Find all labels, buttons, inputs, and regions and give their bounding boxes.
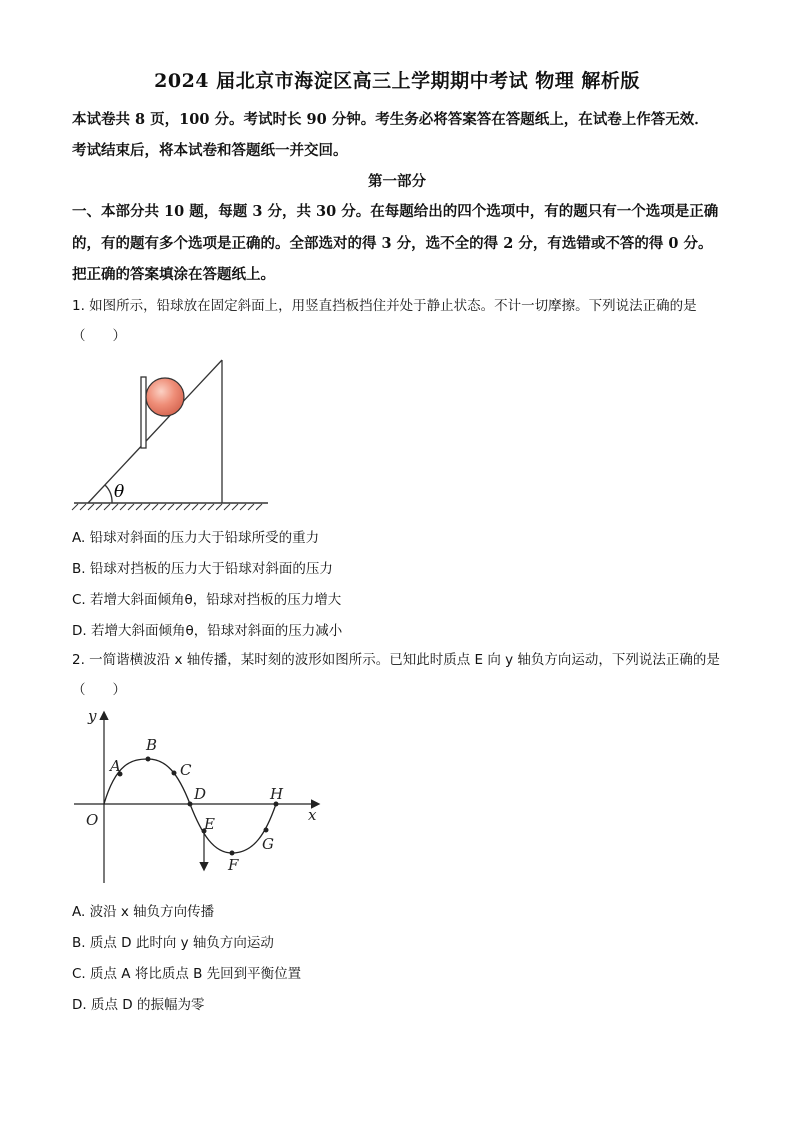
question-1-stem: 1. 如图所示，铅球放在固定斜面上，用竖直挡板挡住并处于静止状态。不计一切摩擦。下列说法正确的是（ ） [72,298,697,344]
x-axis-label: x [308,806,317,824]
question-1-option-b: B. 铅球对挡板的压力大于铅球对斜面的压力 [72,561,333,577]
question-1-option-c: C. 若增大斜面倾角θ，铅球对挡板的压力增大 [72,592,342,608]
point-g [264,828,269,833]
point-h-label: H [270,785,284,803]
question-1-option-d: D. 若增大斜面倾角θ，铅球对斜面的压力减小 [72,623,343,639]
lead-ball [146,378,184,416]
point-b [146,757,151,762]
point-f-label: F [228,856,239,874]
question-2-option-d: D. 质点 D 的振幅为零 [72,997,205,1013]
question-2-option-b: B. 质点 D 此时向 y 轴负方向运动 [72,935,274,951]
vertical-baffle [141,377,146,448]
angle-theta-label: θ [114,482,125,502]
point-b-label: B [146,736,158,754]
wave-figure [70,703,330,885]
incline-figure [70,352,270,517]
point-c [172,771,177,776]
point-c-label: C [180,761,192,779]
wave-points [118,757,279,856]
y-axis-label: y [88,707,97,725]
question-1-option-a: A. 铅球对斜面的压力大于铅球所受的重力 [72,530,320,546]
question-2-stem: 2. 一简谐横波沿 x 轴传播，某时刻的波形如图所示。已知此时质点 E 向 y 轴负方向运动，下列说法正确的是（ ） [72,652,720,698]
part-heading: 第一部分 [368,173,426,190]
question-2-option-c: C. 质点 A 将比质点 B 先回到平衡位置 [72,966,302,982]
point-a-label: A [110,757,121,775]
point-e-label: E [204,815,215,833]
origin-label: O [86,811,99,829]
point-d [188,802,193,807]
point-g-label: G [262,835,274,853]
exam-instructions: 本试卷共 8 页，100 分。考试时长 90 分钟。考生务必将答案答在答题纸上，在试卷上作答无效．考试结束后，将本试卷和答题纸一并交回。 [72,111,709,159]
point-d-label: D [194,785,207,803]
section-instructions: 一、本部分共 10 题，每题 3 分，共 30 分。在每题给出的四个选项中，有的题只有一个选项是正确的，有的题有多个选项是正确的。全部选对的得 3 分，选不全的得 2 分，有选错或不答的得 0 分。把正确的答案填涂在答题纸上。 [72,203,719,283]
page-title: 2024 届北京市海淀区高三上学期期中考试 物理 解析版 [154,70,640,92]
ground-hatching [72,503,268,510]
point-f [230,851,235,856]
question-2-option-a: A. 波沿 x 轴负方向传播 [72,904,215,920]
